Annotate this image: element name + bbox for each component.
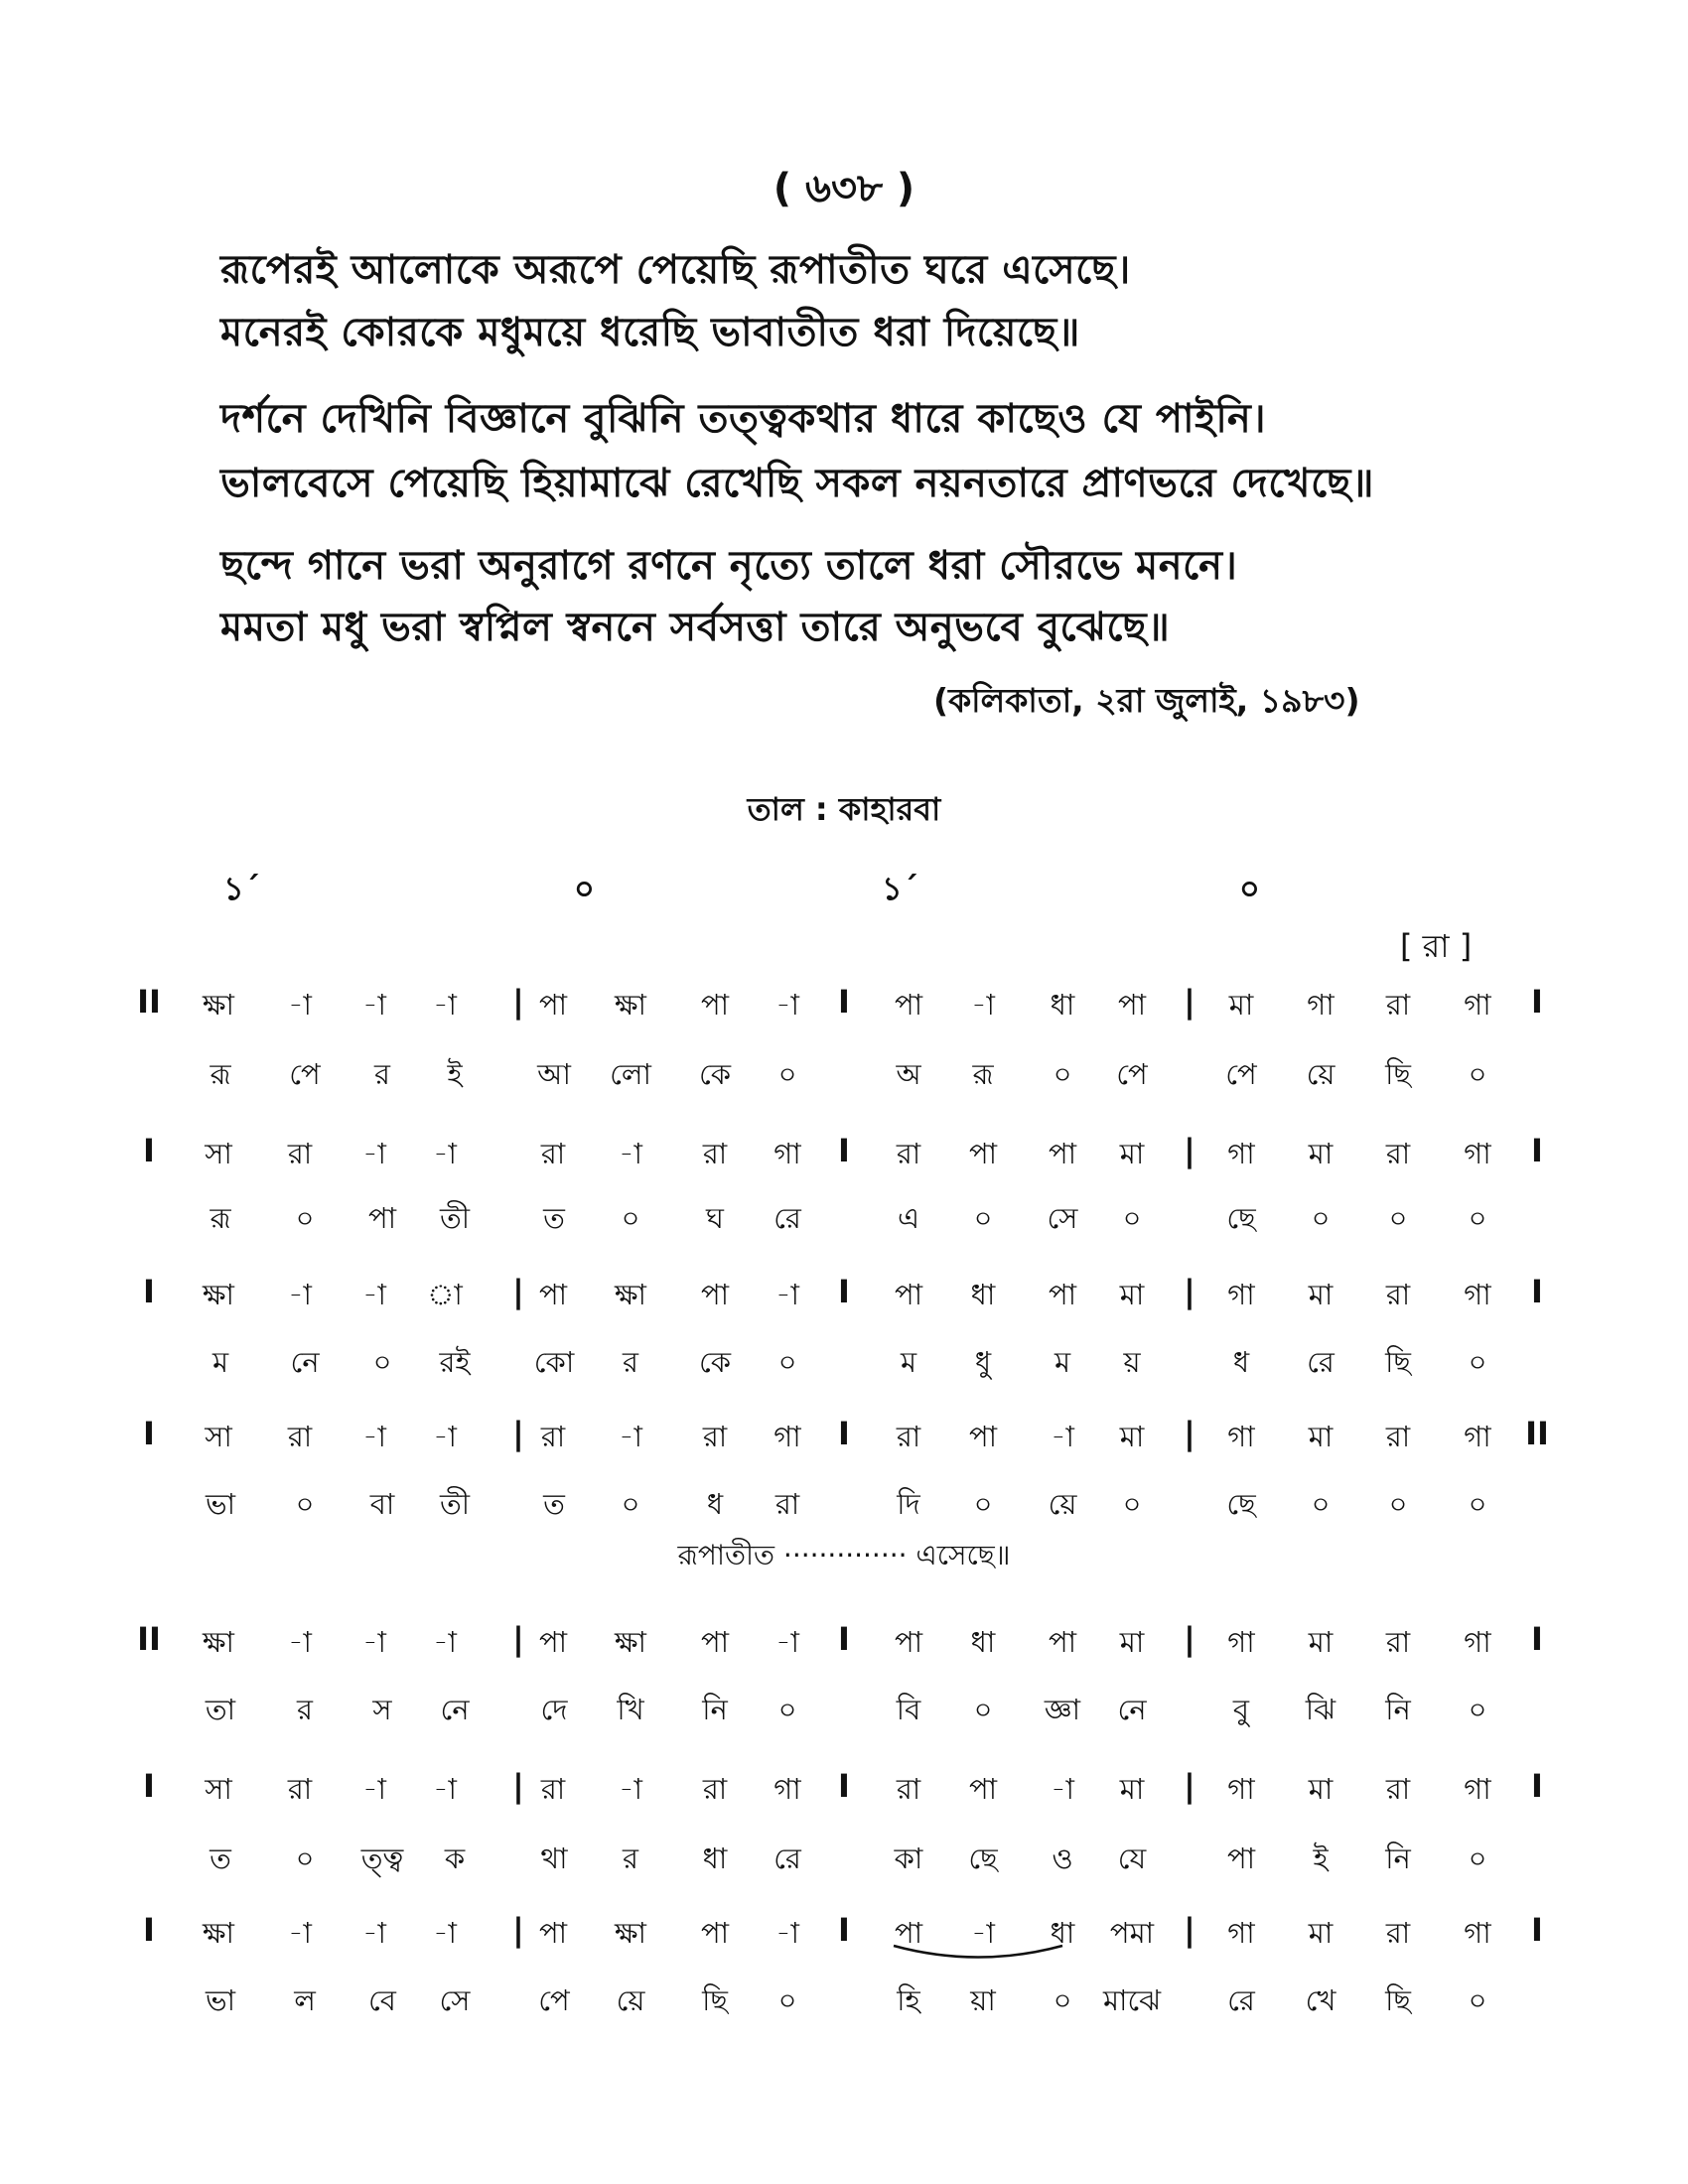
lyric-syllable: ০ xyxy=(1468,1693,1487,1726)
lyric-syllable: মাঝে xyxy=(1102,1983,1162,2017)
swara-note: গা xyxy=(774,1137,801,1170)
swara-note: পা xyxy=(538,988,568,1022)
swara-note: -া xyxy=(362,1625,386,1659)
bar-line: | xyxy=(1184,983,1196,1021)
lyric-syllable: কে xyxy=(698,1345,732,1379)
lyric-syllable: ০ xyxy=(777,1057,797,1091)
lyric-syllable: রে xyxy=(1227,1983,1255,2017)
lyric-syllable: হি xyxy=(897,1983,920,2017)
lyric-syllable: রা xyxy=(774,1487,800,1521)
swara-note: -া xyxy=(619,1137,642,1170)
lyric-syllable: য়ে xyxy=(1048,1487,1077,1521)
swara-note: া xyxy=(427,1278,463,1311)
lyric-syllable: দে xyxy=(540,1693,568,1726)
tal-heading: তাল : কাহারবা xyxy=(747,790,941,828)
lyric-syllable: পে xyxy=(1116,1057,1148,1091)
lyric-syllable: তী xyxy=(439,1487,471,1521)
lyric-syllable: ধু xyxy=(974,1345,992,1379)
lyric-syllable: নি xyxy=(1385,1693,1411,1726)
lyric-syllable: ই xyxy=(1313,1842,1329,1875)
lyric-row xyxy=(0,1196,1688,1242)
lyric-syllable: ধ xyxy=(1232,1345,1250,1379)
swara-note: পা xyxy=(538,1916,568,1950)
swara-note: রা xyxy=(1385,1625,1411,1659)
bracket-note: [ রা ] xyxy=(1400,927,1473,965)
verse-line: রূপেরই আলোকে অরূপে পেয়েছি রূপাতীত ঘরে এসেছে। xyxy=(220,247,1131,293)
lyric-syllable: য় xyxy=(1123,1345,1141,1379)
swara-note: ক্ষা xyxy=(203,1278,234,1311)
lyric-syllable: ০ xyxy=(1468,1842,1487,1875)
bar-line: I xyxy=(143,1132,155,1169)
swara-note: পা xyxy=(538,1625,568,1659)
swara-note: মা xyxy=(1119,1625,1145,1659)
swara-note: সা xyxy=(205,1137,232,1170)
swara-note: গা xyxy=(1464,988,1491,1022)
lyric-syllable: ০ xyxy=(621,1487,640,1521)
swara-note: ক্ষা xyxy=(203,1625,234,1659)
lyric-syllable: ০ xyxy=(973,1693,993,1726)
swara-note: পা xyxy=(968,1772,998,1806)
lyric-syllable: য়া xyxy=(970,1983,996,2017)
lyric-syllable: ধা xyxy=(702,1842,728,1875)
swara-note: রা xyxy=(702,1137,728,1170)
swara-note: রা xyxy=(1385,1137,1411,1170)
swara-note: ধা xyxy=(970,1278,996,1311)
lyric-syllable: ছে xyxy=(968,1842,998,1875)
lyric-syllable: পে xyxy=(1225,1057,1257,1091)
lyric-syllable: ০ xyxy=(777,1345,797,1379)
lyric-row xyxy=(0,1979,1688,2024)
lyric-syllable: ভা xyxy=(205,1487,236,1521)
lyric-syllable: তী xyxy=(439,1201,471,1235)
bar-line: | xyxy=(512,1911,524,1949)
swara-note: ধা xyxy=(1050,1916,1075,1950)
lyric-syllable: ০ xyxy=(372,1345,392,1379)
swara-note: ধা xyxy=(970,1625,996,1659)
lyric-syllable: র xyxy=(374,1057,390,1091)
swara-row xyxy=(0,1911,1688,1957)
lyric-syllable: রে xyxy=(774,1842,801,1875)
lyric-syllable: খে xyxy=(1305,1983,1336,2017)
swara-note: রা xyxy=(896,1137,921,1170)
swara-note: রা xyxy=(1385,1916,1411,1950)
swara-note: পমা xyxy=(1109,1916,1155,1950)
lyric-syllable: পা xyxy=(1226,1842,1256,1875)
swara-note: -া xyxy=(288,1916,312,1950)
swara-note: পা xyxy=(1048,1278,1077,1311)
lyric-syllable: ০ xyxy=(1053,1057,1072,1091)
swara-note: গা xyxy=(1464,1137,1491,1170)
lyric-syllable: এ xyxy=(897,1201,920,1235)
swara-row xyxy=(0,1415,1688,1460)
swara-note: মা xyxy=(1308,1420,1334,1453)
lyric-syllable: ০ xyxy=(1388,1487,1408,1521)
lyric-syllable: ম xyxy=(211,1345,229,1379)
lyric-syllable: নে xyxy=(1117,1693,1147,1726)
verse-line: মমতা মধু ভরা স্বপ্নিল স্বননে সর্বসত্তা তারে অনুভবে বুঝেছে॥ xyxy=(220,605,1171,650)
lyric-syllable: যে xyxy=(1117,1842,1147,1875)
swara-note: ক্ষা xyxy=(615,1278,646,1311)
swara-note: পা xyxy=(700,1278,730,1311)
lyric-syllable: বি xyxy=(896,1693,921,1726)
verse-line: দর্শনে দেখিনি বিজ্ঞানে বুঝিনি তত্ত্বকথার ধারে কাছেও যে পাইনি। xyxy=(220,396,1266,442)
lyric-syllable: কা xyxy=(894,1842,923,1875)
bar-line: I xyxy=(1531,1132,1543,1169)
swara-note: -া xyxy=(433,1772,457,1806)
lyric-syllable: ঘ xyxy=(706,1201,724,1235)
lyric-syllable: ০ xyxy=(1468,1201,1487,1235)
bar-line: I xyxy=(838,1620,850,1658)
lyric-syllable: ছি xyxy=(1385,1983,1411,2017)
lyric-syllable: ০ xyxy=(777,1983,797,2017)
bar-line: | xyxy=(1184,1911,1196,1949)
lyric-syllable: ল xyxy=(294,1983,316,2017)
swara-note: রা xyxy=(287,1137,313,1170)
lyric-syllable: ০ xyxy=(973,1201,993,1235)
swara-note: -া xyxy=(288,1625,312,1659)
beat-marker: ১´ xyxy=(223,870,260,907)
lyric-row xyxy=(0,1052,1688,1098)
swara-note: -া xyxy=(1051,1772,1074,1806)
beat-marker: ১´ xyxy=(882,870,918,907)
lyric-syllable: কো xyxy=(533,1345,575,1379)
lyric-syllable: ঝি xyxy=(1305,1693,1336,1726)
swara-note: -া xyxy=(775,1278,799,1311)
lyric-syllable: ধ xyxy=(706,1487,724,1521)
bar-line: | xyxy=(1184,1415,1196,1452)
swara-note: রা xyxy=(702,1420,728,1453)
lyric-syllable: ০ xyxy=(295,1842,315,1875)
swara-note: রা xyxy=(1385,988,1411,1022)
swara-note: গা xyxy=(1227,1137,1255,1170)
lyric-syllable: নি xyxy=(702,1693,728,1726)
lyric-syllable: রে xyxy=(1307,1345,1335,1379)
lyric-syllable: ০ xyxy=(1122,1487,1142,1521)
swara-note: -া xyxy=(362,1278,386,1311)
swara-note: রা xyxy=(540,1772,566,1806)
lyric-syllable: ভা xyxy=(205,1983,236,2017)
lyric-syllable: ০ xyxy=(1468,1487,1487,1521)
swara-note: মা xyxy=(1119,1137,1145,1170)
bar-line: II xyxy=(137,983,161,1021)
lyric-syllable: সে xyxy=(439,1983,471,2017)
lyric-syllable: ম xyxy=(900,1345,917,1379)
swara-row xyxy=(0,1620,1688,1666)
refrain-note: রূপাতীত ·············· এসেছে॥ xyxy=(677,1539,1011,1571)
swara-note: গা xyxy=(1464,1772,1491,1806)
bar-line: I xyxy=(838,1911,850,1949)
swara-note: মা xyxy=(1228,988,1254,1022)
swara-note: সা xyxy=(205,1772,232,1806)
lyric-syllable: পে xyxy=(289,1057,321,1091)
swara-note: পা xyxy=(1117,988,1147,1022)
swara-note: মা xyxy=(1308,1625,1334,1659)
swara-note: -া xyxy=(775,1625,799,1659)
swara-note: গা xyxy=(1464,1916,1491,1950)
lyric-syllable: রূ xyxy=(210,1057,231,1091)
lyric-syllable: বু xyxy=(1232,1693,1250,1726)
lyric-syllable: লো xyxy=(610,1057,651,1091)
swara-note: গা xyxy=(1227,1420,1255,1453)
bar-line: II xyxy=(1525,1415,1549,1452)
swara-note: -া xyxy=(433,1420,457,1453)
swara-note: -া xyxy=(433,1916,457,1950)
swara-note: রা xyxy=(896,1420,921,1453)
lyric-syllable: র xyxy=(623,1842,638,1875)
lyric-row xyxy=(0,1482,1688,1528)
swara-note: ক্ষা xyxy=(615,1625,646,1659)
swara-note: মা xyxy=(1308,1137,1334,1170)
bar-line: I xyxy=(143,1273,155,1310)
lyric-syllable: ছি xyxy=(1385,1057,1411,1091)
lyric-row xyxy=(0,1688,1688,1733)
swara-note: গা xyxy=(1307,988,1335,1022)
swara-note: -া xyxy=(775,988,799,1022)
lyric-syllable: য়ে xyxy=(616,1983,645,2017)
bar-line: II xyxy=(137,1620,161,1658)
lyric-syllable: পে xyxy=(538,1983,570,2017)
swara-note: রা xyxy=(287,1772,313,1806)
lyric-syllable: ছি xyxy=(702,1983,728,2017)
swara-note: -া xyxy=(362,1420,386,1453)
swara-note: পা xyxy=(894,988,923,1022)
swara-note: -া xyxy=(775,1916,799,1950)
lyric-syllable: স xyxy=(372,1693,392,1726)
swara-note: পা xyxy=(1048,1137,1077,1170)
lyric-syllable: ত xyxy=(210,1842,231,1875)
slur-arc xyxy=(889,1941,1067,1971)
swara-note: ক্ষা xyxy=(203,1916,234,1950)
swara-note: -া xyxy=(288,988,312,1022)
bar-line: | xyxy=(1184,1273,1196,1310)
swara-note: গা xyxy=(774,1772,801,1806)
swara-note: রা xyxy=(1385,1772,1411,1806)
bar-line: | xyxy=(512,1415,524,1452)
beat-marker: ০ xyxy=(1239,870,1260,907)
swara-row xyxy=(0,1767,1688,1813)
lyric-syllable: ০ xyxy=(1468,1057,1487,1091)
swara-note: -া xyxy=(362,1916,386,1950)
swara-note: গা xyxy=(774,1420,801,1453)
lyric-syllable: ই xyxy=(447,1057,463,1091)
swara-note: মা xyxy=(1308,1772,1334,1806)
page-number: ( ৬৩৮ ) xyxy=(773,166,915,211)
bar-line: I xyxy=(838,1415,850,1452)
bar-line: | xyxy=(512,1620,524,1658)
swara-note: রা xyxy=(1385,1278,1411,1311)
lyric-syllable: নি xyxy=(1385,1842,1411,1875)
swara-note: রা xyxy=(1385,1420,1411,1453)
verse-line: মনেরই কোরকে মধুময়ে ধরেছি ভাবাতীত ধরা দিয়েছে॥ xyxy=(220,310,1080,355)
lyric-syllable: ছি xyxy=(1385,1345,1411,1379)
swara-note: গা xyxy=(1464,1625,1491,1659)
swara-note: ক্ষা xyxy=(203,988,234,1022)
swara-row xyxy=(0,1273,1688,1318)
lyric-syllable: রই xyxy=(439,1345,471,1379)
swara-note: -া xyxy=(433,1137,457,1170)
lyric-syllable: রূ xyxy=(972,1057,994,1091)
bar-line: | xyxy=(1184,1767,1196,1805)
swara-note: পা xyxy=(894,1916,923,1950)
lyric-syllable: ম xyxy=(1054,1345,1071,1379)
lyric-syllable: রে xyxy=(774,1201,801,1235)
bar-line: I xyxy=(143,1415,155,1452)
swara-note: -া xyxy=(971,1916,995,1950)
swara-note: রা xyxy=(702,1772,728,1806)
swara-note: মা xyxy=(1119,1772,1145,1806)
swara-note: পা xyxy=(700,1916,730,1950)
swara-note: রা xyxy=(287,1420,313,1453)
beat-marker: ০ xyxy=(574,870,595,907)
lyric-syllable: খি xyxy=(617,1693,644,1726)
lyric-syllable: থা xyxy=(540,1842,568,1875)
swara-note: পা xyxy=(968,1137,998,1170)
lyric-syllable: ০ xyxy=(295,1487,315,1521)
lyric-syllable: নে xyxy=(440,1693,470,1726)
swara-note: রা xyxy=(540,1420,566,1453)
bar-line: | xyxy=(1184,1132,1196,1169)
bar-line: | xyxy=(512,1273,524,1310)
lyric-syllable: র xyxy=(623,1345,638,1379)
swara-note: মা xyxy=(1308,1278,1334,1311)
verse-line: ভালবেসে পেয়েছি হিয়ামাঝে রেখেছি সকল নয়নতারে প্রাণভরে দেখেছে॥ xyxy=(220,461,1375,506)
bar-line: I xyxy=(143,1767,155,1805)
swara-note: -া xyxy=(362,988,386,1022)
lyric-syllable: য়ে xyxy=(1306,1057,1336,1091)
lyric-syllable: ০ xyxy=(973,1487,993,1521)
lyric-syllable: ০ xyxy=(1468,1983,1487,2017)
swara-note: মা xyxy=(1119,1278,1145,1311)
lyric-syllable: ০ xyxy=(1053,1983,1072,2017)
bar-line: I xyxy=(1531,1620,1543,1658)
lyric-row xyxy=(0,1340,1688,1386)
swara-note: পা xyxy=(894,1278,923,1311)
lyric-syllable: ত্ত্ব xyxy=(360,1842,404,1875)
lyric-syllable: বে xyxy=(368,1983,396,2017)
lyric-syllable: ছে xyxy=(1226,1201,1256,1235)
swara-note: গা xyxy=(1464,1420,1491,1453)
swara-note: পা xyxy=(700,1625,730,1659)
swara-note: -া xyxy=(362,1137,386,1170)
swara-note: গা xyxy=(1227,1625,1255,1659)
swara-note: মা xyxy=(1308,1916,1334,1950)
lyric-syllable: আ xyxy=(537,1057,571,1091)
lyric-syllable: জ্ঞা xyxy=(1044,1693,1081,1726)
swara-note: গা xyxy=(1227,1916,1255,1950)
swara-note: -া xyxy=(971,988,995,1022)
swara-note: -া xyxy=(619,1772,642,1806)
lyric-syllable: রূ xyxy=(210,1201,231,1235)
swara-note: পা xyxy=(1048,1625,1077,1659)
lyric-syllable: ০ xyxy=(621,1201,640,1235)
lyric-syllable: ছে xyxy=(1226,1487,1256,1521)
lyric-syllable: ও xyxy=(1052,1842,1073,1875)
swara-note: গা xyxy=(1464,1278,1491,1311)
lyric-syllable: ০ xyxy=(1388,1201,1408,1235)
bar-line: | xyxy=(512,983,524,1021)
lyric-syllable: ০ xyxy=(1122,1201,1142,1235)
swara-note: -া xyxy=(619,1420,642,1453)
bar-line: I xyxy=(1531,983,1543,1021)
swara-note: -া xyxy=(433,988,457,1022)
lyric-row xyxy=(0,1837,1688,1882)
swara-row xyxy=(0,983,1688,1028)
swara-note: -া xyxy=(1051,1420,1074,1453)
swara-note: সা xyxy=(205,1420,232,1453)
lyric-syllable: দি xyxy=(897,1487,920,1521)
swara-note: -া xyxy=(362,1772,386,1806)
bar-line: I xyxy=(838,1767,850,1805)
lyric-syllable: ক xyxy=(444,1842,466,1875)
bar-line: I xyxy=(143,1911,155,1949)
lyric-syllable: তা xyxy=(205,1693,236,1726)
lyric-syllable: বা xyxy=(369,1487,395,1521)
lyric-syllable: পা xyxy=(367,1201,397,1235)
swara-row xyxy=(0,1132,1688,1177)
lyric-syllable: ত xyxy=(543,1201,565,1235)
lyric-syllable: র xyxy=(297,1693,313,1726)
bar-line: I xyxy=(838,1273,850,1310)
lyric-syllable: অ xyxy=(896,1057,921,1091)
lyric-syllable: ত xyxy=(543,1487,565,1521)
swara-note: ক্ষা xyxy=(615,1916,646,1950)
bar-line: I xyxy=(1531,1911,1543,1949)
swara-note: মা xyxy=(1119,1420,1145,1453)
swara-note: রা xyxy=(540,1137,566,1170)
lyric-syllable: ০ xyxy=(1311,1487,1331,1521)
bar-line: I xyxy=(1531,1767,1543,1805)
swara-note: -া xyxy=(433,1625,457,1659)
lyric-syllable: ০ xyxy=(295,1201,315,1235)
swara-note: গা xyxy=(1227,1278,1255,1311)
swara-note: গা xyxy=(1227,1772,1255,1806)
bar-line: I xyxy=(838,1132,850,1169)
lyric-syllable: কে xyxy=(698,1057,732,1091)
lyric-syllable: সে xyxy=(1047,1201,1078,1235)
swara-note: পা xyxy=(968,1420,998,1453)
composition-date: (কলিকাতা, ২রা জুলাই, ১৯৮৩) xyxy=(933,681,1360,720)
swara-note: পা xyxy=(538,1278,568,1311)
swara-note: পা xyxy=(700,988,730,1022)
swara-note: ক্ষা xyxy=(615,988,646,1022)
bar-line: | xyxy=(1184,1620,1196,1658)
bar-line: I xyxy=(838,983,850,1021)
lyric-syllable: ০ xyxy=(777,1693,797,1726)
swara-note: ধা xyxy=(1050,988,1075,1022)
lyric-syllable: ০ xyxy=(1468,1345,1487,1379)
lyric-syllable: ০ xyxy=(1311,1201,1331,1235)
bar-line: I xyxy=(1531,1273,1543,1310)
swara-note: পা xyxy=(894,1625,923,1659)
verse-line: ছন্দে গানে ভরা অনুরাগে রণনে নৃত্যে তালে ধরা সৌরভে মননে। xyxy=(220,543,1238,589)
swara-note: -া xyxy=(288,1278,312,1311)
lyric-syllable: নে xyxy=(290,1345,320,1379)
bar-line: | xyxy=(512,1767,524,1805)
swara-note: রা xyxy=(896,1772,921,1806)
